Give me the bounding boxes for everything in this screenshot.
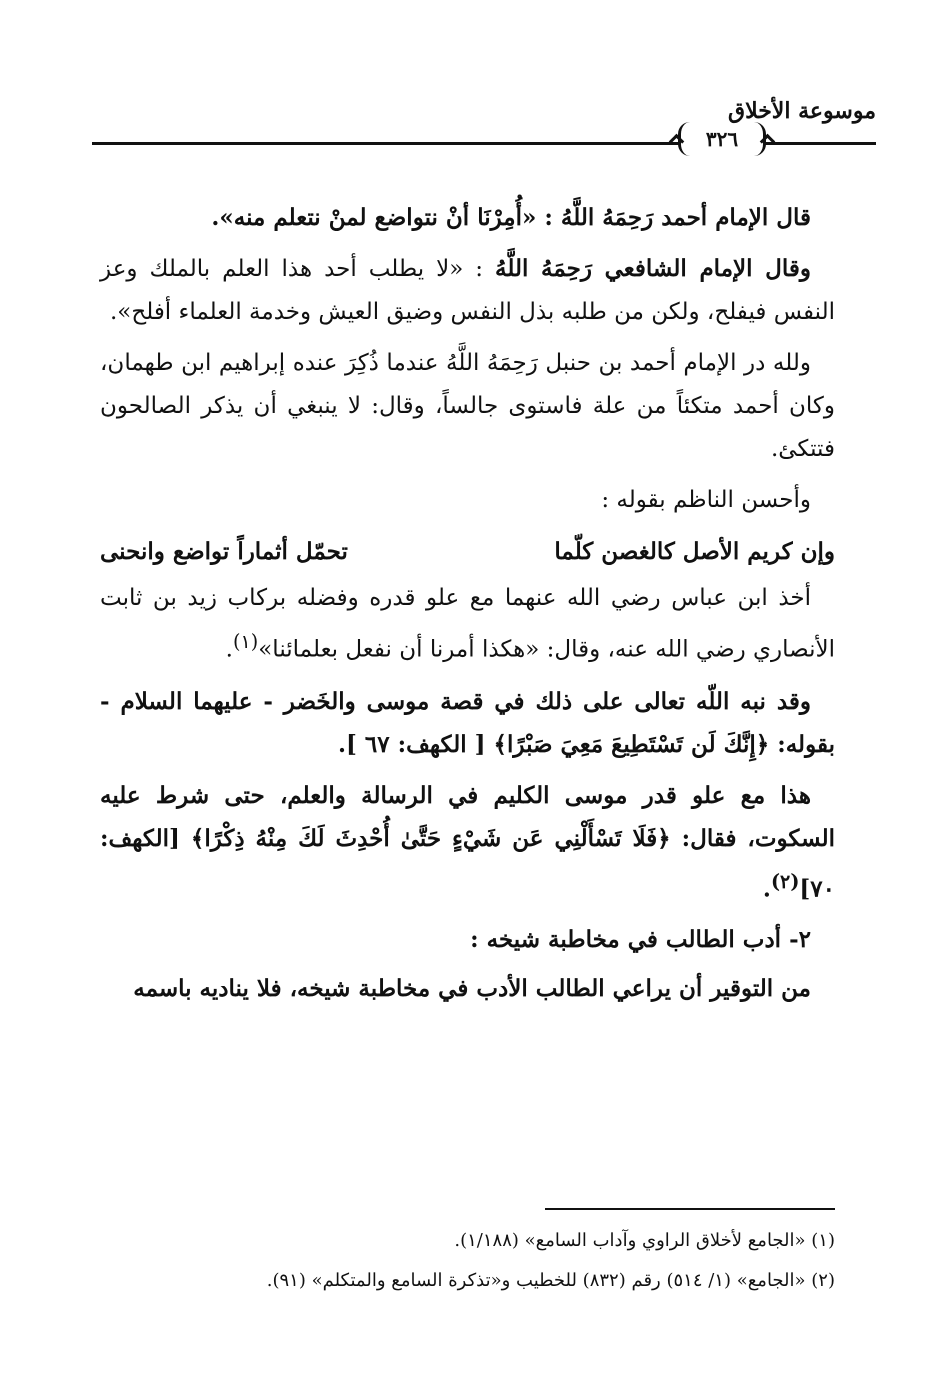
body-text [100, 196, 835, 1018]
paragraph-7 [100, 774, 835, 911]
footnote-ref-2[interactable]: (٢) [770, 869, 800, 893]
footnote-1: (١) «الجامع لأخلاق الراوي وآداب السامع» (١/١٨٨). [454, 1230, 835, 1251]
footnote-separator [545, 1208, 835, 1210]
paragraph-5-end: . [225, 636, 233, 663]
verse-second-hemistich: تحمّل أثماراً تواضع وانحنى [100, 538, 348, 565]
verse-first-hemistich: وإن كريم الأصل كالغصن كلّما [554, 538, 835, 565]
paragraph-4: وأحسن الناظم بقوله : [601, 487, 811, 513]
poem-verse [100, 530, 835, 573]
footnote-list [160, 1224, 835, 1304]
paragraph-2-lead: وقال الإمام الشافعي رَحِمَهُ اللَّهُ [495, 255, 811, 282]
paragraph-5 [100, 577, 835, 672]
footnote-ref-1[interactable]: (١) [232, 630, 259, 653]
paragraph-6: وقد نبه اللّه تعالى على ذلك في قصة موسى والخَضر - عليهما السلام - بقوله: ﴿إِنَّكَ لَن تَسْتَطِيعَ مَعِيَ صَبْرًا﴾ [ الكهف: ٦٧ ]. [100, 687, 835, 758]
paragraph-5-text: أخذ ابن عباس رضي الله عنهما مع علو قدره وفضله بركاب زيد بن ثابت الأنصاري رضي الله عنه، وقال: «هكذا أمرنا أن نفعل بعلمائنا» [100, 585, 835, 663]
page-header [92, 98, 876, 151]
footnote-2: (٢) «الجامع» (١/ ٥١٤) رقم (٨٣٢) للخطيب و«تذكرة السامع والمتكلم» (٩١). [266, 1270, 835, 1291]
paragraph-7-text: هذا مع علو قدر موسى الكليم في الرسالة والعلم، حتى شرط عليه السكوت، فقال: ﴿فَلَا تَسْأَلْنِي عَن شَيْءٍ حَتَّىٰ أُحْدِثَ لَكَ مِنْهُ ذِكْرًا﴾ [الكهف: ٧٠] [100, 781, 835, 903]
paragraph-1: قال الإمام أحمد رَحِمَهُ اللَّهُ : «أُمِرْنَا أنْ نتواضع لمنْ نتعلم منه». [211, 204, 811, 231]
page-number: ٣٢٦ [678, 122, 766, 156]
paragraph-3: ولله در الإمام أحمد بن حنبل رَحِمَهُ اللَّهُ عندما ذُكِرَ عنده إبراهيم ابن طهمان، وكان أحمد متكئاً من علة فاستوى جالساً، وقال: لا ينبغي أن يذكر الصالحون فتتكئ. [100, 350, 835, 462]
book-title: موسوعة الأخلاق [728, 98, 876, 124]
paragraph-2 [100, 247, 835, 334]
paragraph-2-text: : «لا يطلب أحد هذا العلم بالملك وعز النفس فيفلح، ولكن من طلبه بذل النفس وضيق العيش وخدمة العلماء أفلح». [100, 256, 835, 325]
paragraph-7-end: . [762, 875, 771, 903]
paragraph-8: من التوقير أن يراعي الطالب الأدب في مخاطبة شيخه، فلا يناديه باسمه [133, 975, 811, 1003]
section-heading: ٢- أدب الطالب في مخاطبة شيخه : [470, 926, 811, 954]
